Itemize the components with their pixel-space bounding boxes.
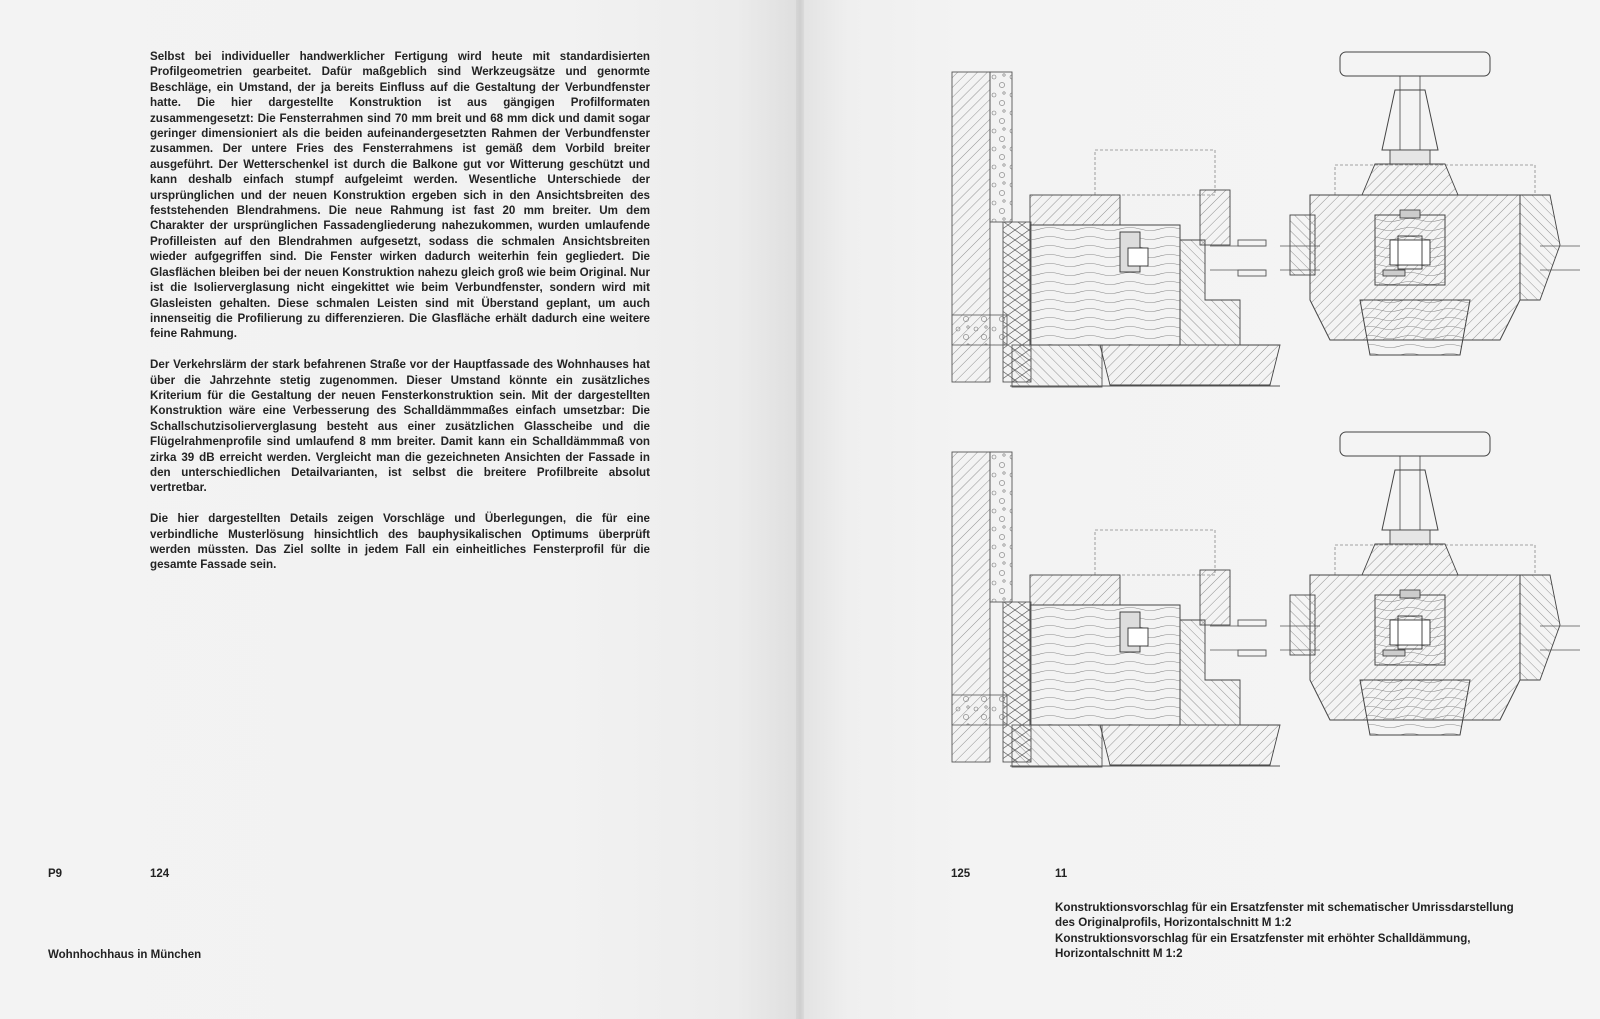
section-drawing-bottom — [952, 432, 1580, 767]
left-page-number: 124 — [150, 868, 170, 880]
caption-line-1: Konstruktionsvorschlag für ein Ersatzfenster mit schematischer Umrissdarstellung — [1055, 901, 1514, 914]
paragraph-3: Die hier dargestellten Details zeigen Vorschläge und Überlegungen, die für eine verbindliche Musterlösung hinsichtlich des bauphysikalischen Optimums überprüft werden müssten. Das Ziel sollte in jedem Fall ein einheitliches Fensterprofil für die gesamte Fassade sein. — [150, 512, 650, 572]
paragraph-1: Selbst bei individueller handwerklicher Fertigung wird heute mit standardisierten Profilgeometrien gearbeitet. Dafür maßgeblich sind Werkzeugsätze und genormte Beschläge, ein Umstand, der ja bereits Einfluss auf die Gestaltung der Verbundfenster hatte. Die hier dargestellte Konstruktion ist aus gängigen Profilformaten zusammengesetzt: Die Fensterrahmen sind 70 mm breit und 68 mm dick und damit sogar geringer dimensioniert als die beiden aufeinandergesetzten Rahmen der Verbundfenster zusammen. Der untere Fries des Fensterrahmens ist gemäß dem Vorbild breiter ausgeführt. Der Wetterschenkel ist durch die Balkone gut vor Witterung geschützt und kann deshalb einfach stumpf aufgeleimt werden. Wesentliche Unterschiede der ursprünglichen und der neuen Konstruktion ergeben sich in den Ansichtsbreiten des feststehenden Blendrahmens. Die neue Rahmung ist fast 20 mm breiter. Um dem Charakter der ursprünglichen Fassadengliederung nahezukommen, wurden umlaufende Profilleisten auf den Blendrahmen aufgesetzt, sodass die schmalen Ansichtsbreiten wieder aufgegriffen sind. Die Fenster wirken dadurch weiterhin fein gegliedert. Die Glasflächen bleiben bei der neuen Konstruktion nahezu gleich groß wie beim Original. Nur ist die Isolierverglasung nicht eingekittet wie beim Verbundfenster, sondern wird mit Glasleisten gehalten. Diese schmalen Leisten sind mit Überstand geplant, um auch innenseitig die Profilierung zu differenzieren. Die Glasfläche erhält dadurch eine weitere feine Rahmung. — [150, 50, 650, 341]
section-drawing-top — [952, 52, 1580, 387]
caption-line-2: des Originalprofils, Horizontalschnitt M 1:2 — [1055, 916, 1292, 930]
caption-line-3: Konstruktionsvorschlag für ein Ersatzfenster mit erhöhter Schalldämmung, — [1055, 931, 1471, 945]
figure-number: 11 — [1055, 868, 1068, 880]
right-page-number: 125 — [951, 868, 971, 880]
caption-line-4: Horizontalschnitt M 1:2 — [1055, 947, 1183, 961]
running-title: Wohnhochhaus in München — [48, 949, 202, 961]
section-code: P9 — [48, 868, 63, 880]
paragraph-2: Der Verkehrslärm der stark befahrenen Straße vor der Hauptfassade des Wohnhauses hat über die Jahrzehnte stetig zugenommen. Dieser Umstand könnte ein zusätzliches Kriterium für die Gestaltung der neuen Fensterkonstruktion sein. Mit der dargestellten Konstruktion wäre eine Verbesserung des Schalldämmmaßes einfach umsetzbar: Die Schallschutzisolierverglasung besteht aus einer zusätzlichen Glasscheibe und die Flügelrahmenprofile sind umlaufend 8 mm breiter. Damit kann ein Schalldämmmaß von zirka 39 dB erreicht werden. Vergleicht man die gezeichneten Ansichten der Fassade in den unterschiedlichen Detailvarianten, ist selbst die breitere Profilbreite absolut vertretbar. — [150, 358, 650, 495]
